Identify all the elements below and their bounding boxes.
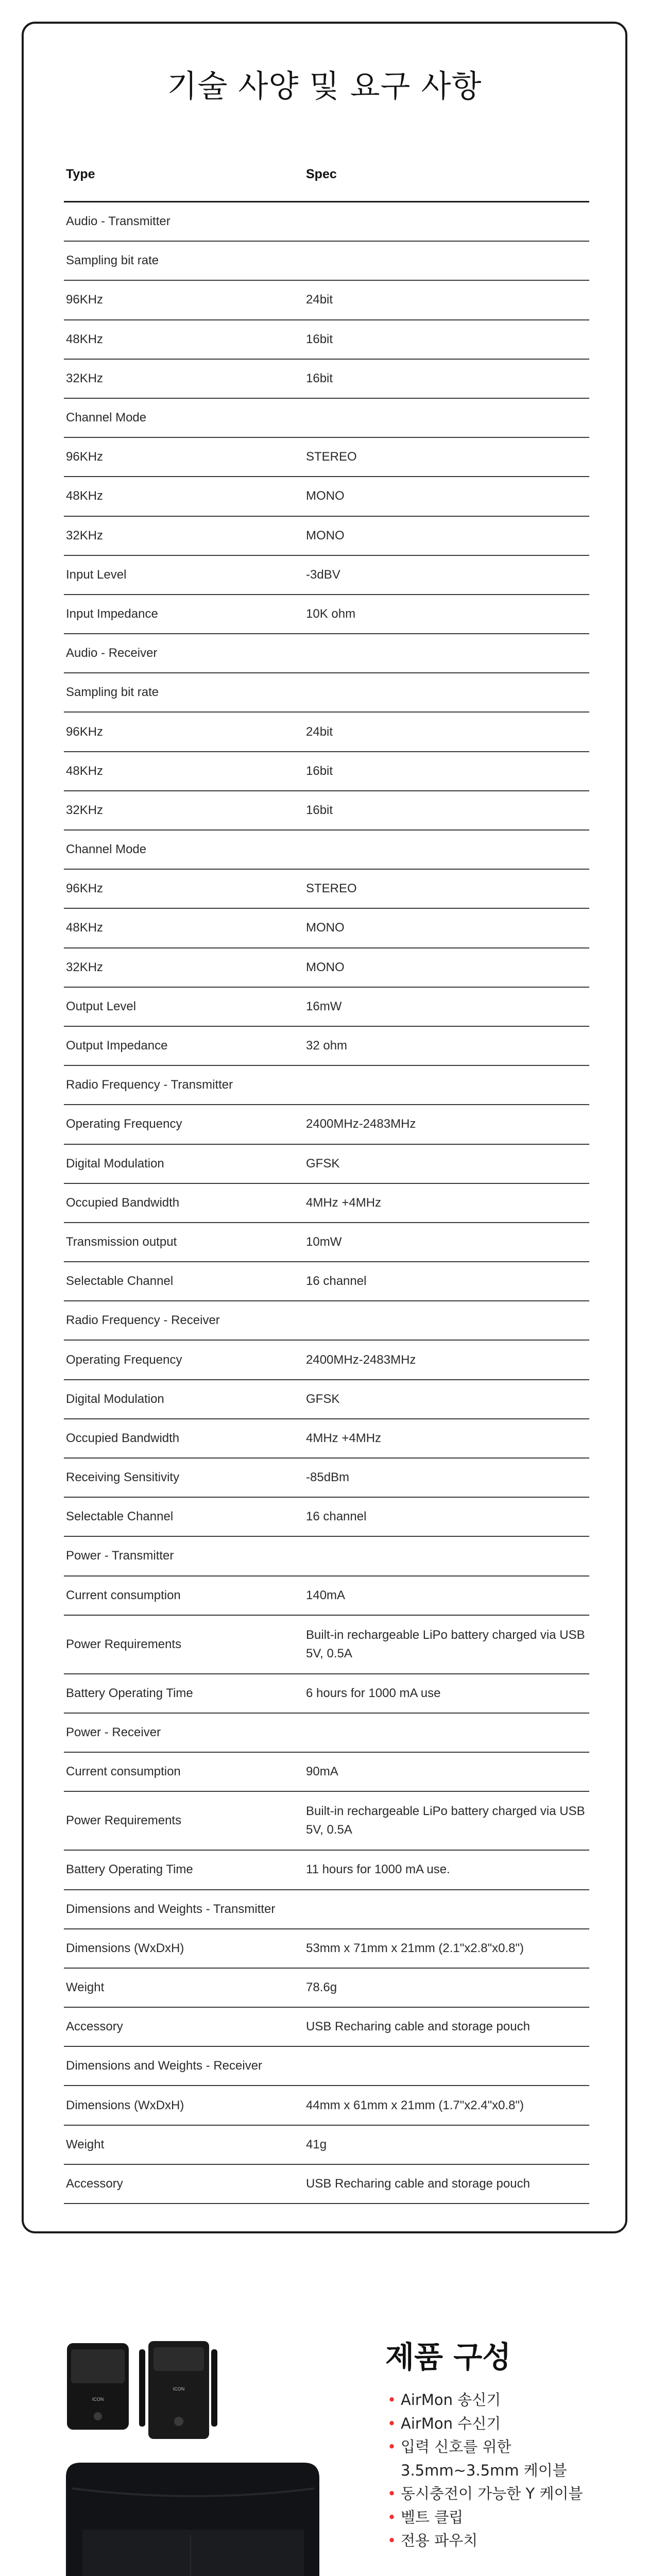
row-type: Battery Operating Time — [66, 1686, 193, 1700]
table-row — [64, 831, 589, 870]
table-row — [64, 360, 589, 399]
row-spec: USB Recharing cable and storage pouch — [306, 2020, 530, 2034]
row-type: Current consumption — [66, 1588, 181, 1602]
table-row — [64, 1498, 589, 1537]
row-type: Dimensions and Weights - Receiver — [66, 2059, 263, 2073]
bullet-dot-icon: • — [387, 2438, 397, 2455]
list-item — [387, 2388, 583, 2412]
row-spec: MONO — [306, 921, 345, 935]
list-item — [387, 2435, 583, 2459]
row-type: 32KHz — [66, 803, 104, 817]
row-type: Operating Frequency — [66, 1117, 182, 1131]
row-spec: 16bit — [306, 332, 333, 346]
row-spec: 10K ohm — [306, 606, 356, 621]
row-type: Radio Frequency - Receiver — [66, 1313, 220, 1328]
row-spec: 44mm x 61mm x 21mm (1.7"x2.4"x0.8") — [306, 2098, 524, 2112]
bullet-dot-icon — [387, 2459, 401, 2483]
row-type: Occupied Bandwidth — [66, 1431, 180, 1445]
row-spec: 90mA — [306, 1765, 338, 1779]
row-type: Operating Frequency — [66, 1352, 182, 1367]
row-type: Transmission output — [66, 1234, 177, 1249]
product-image — [62, 2334, 330, 2576]
table-row — [64, 1674, 589, 1714]
row-type: Audio - Transmitter — [66, 214, 170, 229]
table-row — [64, 2126, 589, 2165]
table-row — [64, 1301, 589, 1341]
list-item-label: 입력 신호를 위한 — [401, 2438, 511, 2455]
table-row — [64, 1262, 589, 1301]
list-item — [387, 2412, 583, 2436]
row-type: Weight — [66, 2137, 105, 2151]
row-type: Accessory — [66, 2176, 123, 2191]
row-type: Audio - Receiver — [66, 646, 158, 660]
row-spec: 2400MHz-2483MHz — [306, 1117, 416, 1131]
table-row — [64, 1792, 589, 1851]
row-type: Radio Frequency - Transmitter — [66, 1078, 233, 1092]
list-item — [387, 2482, 583, 2506]
row-type: Output Level — [66, 999, 136, 1013]
table-row — [64, 1419, 589, 1459]
row-spec: 24bit — [306, 293, 333, 307]
row-spec: MONO — [306, 528, 345, 543]
table-row — [64, 673, 589, 713]
table-row — [64, 1969, 589, 2008]
row-spec: GFSK — [306, 1392, 340, 1406]
row-spec: STEREO — [306, 450, 357, 464]
storage-pouch — [66, 2463, 319, 2576]
row-type: Current consumption — [66, 1765, 181, 1779]
header-type: Type — [66, 166, 95, 181]
row-spec: 24bit — [306, 724, 333, 739]
table-row — [64, 1459, 589, 1498]
table-row — [64, 713, 589, 752]
row-spec: -85dBm — [306, 1470, 350, 1485]
row-type: Input Level — [66, 567, 127, 582]
row-type: Weight — [66, 1980, 105, 1994]
spec-card — [22, 22, 627, 2233]
table-row — [64, 281, 589, 320]
row-type: Battery Operating Time — [66, 1862, 193, 1877]
spec-table-header — [64, 147, 589, 202]
bullet-dot-icon: • — [387, 2391, 397, 2409]
row-type: Sampling bit rate — [66, 685, 159, 700]
row-type: Occupied Bandwidth — [66, 1195, 180, 1210]
list-item — [387, 2459, 583, 2483]
receiver-device — [139, 2341, 217, 2439]
row-type: Power - Transmitter — [66, 1549, 174, 1563]
row-type: 48KHz — [66, 332, 104, 346]
table-row — [64, 1537, 589, 1576]
table-row — [64, 399, 589, 438]
table-row — [64, 1616, 589, 1674]
receiver-brand: ICON — [173, 2386, 185, 2392]
row-type: Selectable Channel — [66, 1274, 174, 1289]
table-row — [64, 1577, 589, 1616]
row-spec: 10mW — [306, 1234, 342, 1249]
table-row — [64, 556, 589, 595]
table-row — [64, 988, 589, 1027]
bullet-dot-icon: • — [387, 2414, 397, 2432]
row-spec: GFSK — [306, 1156, 340, 1171]
row-spec: 6 hours for 1000 mA use — [306, 1686, 441, 1700]
table-row — [64, 948, 589, 988]
list-item-label: 벨트 클립 — [401, 2508, 464, 2526]
row-type: 48KHz — [66, 921, 104, 935]
row-spec: 2400MHz-2483MHz — [306, 1352, 416, 1367]
list-item-label: 3.5mm~3.5mm 케이블 — [401, 2461, 567, 2479]
list-item — [387, 2506, 583, 2530]
table-row — [64, 1890, 589, 1929]
row-type: Selectable Channel — [66, 1510, 174, 1524]
transmitter-device — [67, 2343, 129, 2430]
table-row — [64, 477, 589, 516]
table-row — [64, 1105, 589, 1144]
row-type: Channel Mode — [66, 842, 147, 857]
table-row — [64, 1380, 589, 1419]
table-row — [64, 1753, 589, 1792]
list-item-label: 동시충전이 가능한 Y 케이블 — [401, 2485, 583, 2502]
table-row — [64, 2008, 589, 2047]
row-type: Power Requirements — [66, 1637, 182, 1651]
table-row — [64, 1341, 589, 1380]
table-row — [64, 634, 589, 673]
spec-rows — [64, 202, 589, 2204]
components-title: 제품 구성 — [385, 2340, 511, 2375]
bullet-dot-icon: • — [387, 2485, 397, 2502]
table-row — [64, 2086, 589, 2125]
table-row — [64, 909, 589, 948]
row-type: Channel Mode — [66, 411, 147, 425]
row-type: 96KHz — [66, 293, 104, 307]
row-type: 96KHz — [66, 450, 104, 464]
row-spec: Built-in rechargeable LiPo battery charged via USB 5V, 0.5A — [306, 1628, 585, 1660]
table-row — [64, 1714, 589, 1753]
row-type: Output Impedance — [66, 1039, 168, 1053]
row-spec: 16mW — [306, 999, 342, 1013]
row-spec: 16bit — [306, 803, 333, 817]
row-type: Digital Modulation — [66, 1156, 164, 1171]
row-spec: STEREO — [306, 882, 357, 896]
table-row — [64, 791, 589, 831]
row-type: Power Requirements — [66, 1814, 182, 1828]
row-type: 96KHz — [66, 724, 104, 739]
row-spec: 16bit — [306, 764, 333, 778]
row-type: 48KHz — [66, 764, 104, 778]
table-row — [64, 1929, 589, 1969]
table-row — [64, 438, 589, 477]
row-spec: 4MHz +4MHz — [306, 1431, 382, 1445]
row-type: Receiving Sensitivity — [66, 1470, 180, 1485]
bullet-dot-icon: • — [387, 2508, 397, 2526]
table-row — [64, 1184, 589, 1223]
table-row — [64, 1027, 589, 1066]
table-row — [64, 595, 589, 634]
list-item — [387, 2529, 583, 2553]
row-spec: MONO — [306, 489, 345, 503]
row-spec: 4MHz +4MHz — [306, 1195, 382, 1210]
table-row — [64, 2165, 589, 2204]
row-spec: MONO — [306, 960, 345, 974]
row-type: 96KHz — [66, 882, 104, 896]
header-spec: Spec — [306, 167, 337, 181]
row-type: Dimensions and Weights - Transmitter — [66, 1902, 276, 1916]
spec-table — [64, 147, 589, 2204]
components-section — [0, 2277, 649, 2576]
row-type: Power - Receiver — [66, 1725, 161, 1740]
row-type: Input Impedance — [66, 606, 158, 621]
row-spec: 78.6g — [306, 1980, 337, 1994]
row-spec: 41g — [306, 2137, 327, 2151]
row-type: Sampling bit rate — [66, 253, 159, 268]
table-row — [64, 1145, 589, 1184]
row-type: 32KHz — [66, 371, 104, 385]
row-spec: 11 hours for 1000 mA use. — [306, 1862, 450, 1877]
row-type: Dimensions (WxDxH) — [66, 1941, 184, 1955]
table-row — [64, 517, 589, 556]
row-type: Dimensions (WxDxH) — [66, 2098, 184, 2112]
list-item-label: 전용 파우치 — [401, 2532, 478, 2549]
row-type: 48KHz — [66, 489, 104, 503]
row-spec: 53mm x 71mm x 21mm (2.1"x2.8"x0.8") — [306, 1941, 524, 1955]
bullet-dot-icon: • — [387, 2532, 397, 2549]
table-row — [64, 1066, 589, 1105]
row-spec: 16 channel — [306, 1510, 367, 1524]
table-row — [64, 1223, 589, 1262]
row-spec: USB Recharing cable and storage pouch — [306, 2176, 530, 2191]
table-row — [64, 242, 589, 281]
table-row — [64, 752, 589, 791]
spec-title: 기술 사양 및 요구 사항 — [167, 69, 482, 105]
row-spec: 140mA — [306, 1588, 346, 1602]
list-item-label: AirMon 송신기 — [401, 2391, 501, 2409]
components-list — [387, 2388, 583, 2553]
table-row — [64, 202, 589, 242]
transmitter-brand: ICON — [92, 2397, 104, 2402]
table-row — [64, 320, 589, 360]
row-type: Accessory — [66, 2020, 123, 2034]
row-type: Digital Modulation — [66, 1392, 164, 1406]
list-item-label: AirMon 수신기 — [401, 2414, 501, 2432]
row-spec: -3dBV — [306, 567, 340, 582]
row-type: 32KHz — [66, 528, 104, 543]
row-spec: 32 ohm — [306, 1039, 348, 1053]
row-spec: 16bit — [306, 371, 333, 385]
table-row — [64, 2047, 589, 2086]
table-row — [64, 870, 589, 909]
table-row — [64, 1851, 589, 1890]
row-type: 32KHz — [66, 960, 104, 974]
row-spec: 16 channel — [306, 1274, 367, 1289]
row-spec: Built-in rechargeable LiPo battery charged via USB 5V, 0.5A — [306, 1804, 585, 1837]
